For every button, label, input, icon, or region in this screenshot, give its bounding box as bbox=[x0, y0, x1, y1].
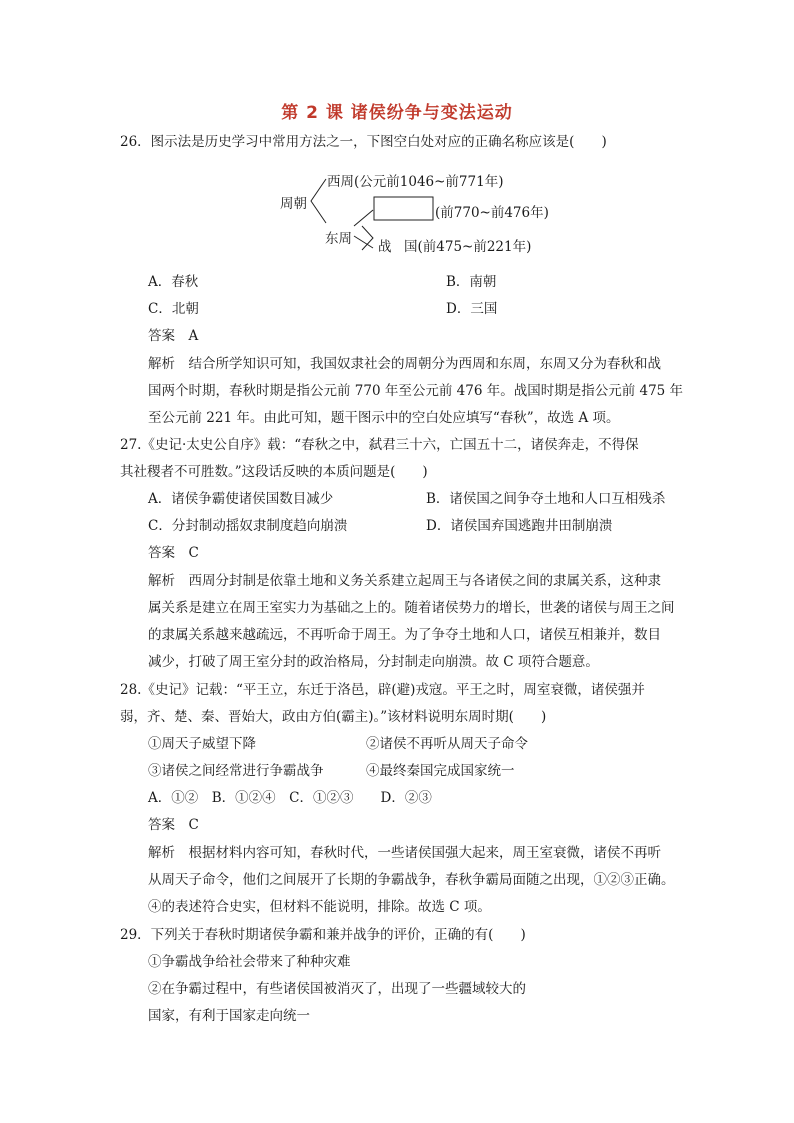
q28-item-3: ③诸侯之间经常进行争霸战争 bbox=[148, 763, 324, 779]
q29-stem: 29．下列关于春秋时期诸侯争霸和兼并战争的评价，正确的有( ) bbox=[120, 927, 526, 943]
q28-item-2: ②诸侯不再听从周天子命令 bbox=[366, 736, 528, 752]
q26-analysis: 解析 结合所学知识可知，我国奴隶社会的周朝分为西周和东周，东周又分为春秋和战 bbox=[148, 356, 661, 372]
q27-option-b: B．诸侯国之间争夺土地和人口互相残杀 bbox=[426, 491, 666, 507]
q26-analysis: 国两个时期，春秋时期是指公元前 770 年至公元前 476 年。战国时期是指公元前 475 年 bbox=[148, 383, 684, 399]
blank-box bbox=[374, 197, 433, 220]
q28-item-4: ④最终秦国完成国家统一 bbox=[366, 763, 515, 779]
q28-answer: 答案 C bbox=[148, 817, 199, 833]
q26-analysis: 至公元前 221 年。由此可知，题干图示中的空白处应填写“春秋”，故选 A 项。 bbox=[148, 410, 620, 426]
q26-stem: 26．图示法是历史学习中常用方法之一，下图空白处对应的正确名称应该是( ) bbox=[120, 134, 607, 150]
period-diagram bbox=[280, 168, 560, 258]
q29-item-2: 国家，有利于国家走向统一 bbox=[148, 1008, 310, 1024]
diagram-root: 周朝 bbox=[280, 196, 307, 212]
q27-analysis: 减少，打破了周王室分封的政治格局，分封制走向崩溃。故 C 项符合题意。 bbox=[148, 654, 599, 670]
q27-answer: 答案 C bbox=[148, 545, 199, 561]
q26-answer: 答案 A bbox=[148, 328, 199, 344]
diagram-warring-period: 国(前475~前221年) bbox=[404, 239, 532, 255]
q29-item-2: ②在争霸过程中，有些诸侯国被消灭了，出现了一些疆域较大的 bbox=[148, 981, 526, 997]
q28-stem: 弱，齐、楚、秦、晋始大，政由方伯(霸主)。”该材料说明东周时期( ) bbox=[120, 709, 547, 725]
q28-analysis: 从周天子命令，他们之间展开了长期的争霸战争，春秋争霸局面随之出现，①②③正确。 bbox=[148, 872, 675, 888]
diagram-west-zhou: 西周(公元前1046~前771年) bbox=[327, 174, 504, 190]
q27-option-c: C．分封制动摇奴隶制度趋向崩溃 bbox=[148, 518, 348, 534]
diagram-warring-char: 战 bbox=[378, 239, 392, 255]
q28-analysis: 解析 根据材料内容可知，春秋时代，一些诸侯国强大起来，周王室衰微，诸侯不再听 bbox=[148, 845, 661, 861]
q29-item-1: ①争霸战争给社会带来了种种灾难 bbox=[148, 954, 351, 970]
q27-analysis: 的隶属关系越来越疏远，不再听命于周王。为了争夺土地和人口，诸侯互相兼并，数目 bbox=[148, 627, 661, 643]
lesson-title: 第 2 课 诸侯纷争与变法运动 bbox=[281, 103, 513, 123]
q27-stem: 27.《史记·太史公自序》载：“春秋之中，弑君三十六，亡国五十二，诸侯奔走，不得保 bbox=[120, 437, 639, 453]
q26-option-a: A．春秋 bbox=[148, 274, 199, 290]
diagram-spring-period: (前770~前476年) bbox=[435, 205, 549, 221]
q28-stem: 28.《史记》记载：“平王立，东迁于洛邑，辟(避)戎寇。平王之时，周室衰微，诸侯强并 bbox=[120, 682, 645, 698]
q27-option-a: A．诸侯争霸使诸侯国数目减少 bbox=[148, 491, 334, 507]
q28-options: A．①② B．①②④ C．①②③ D．②③ bbox=[148, 790, 432, 806]
q28-analysis: ④的表述符合史实，但材料不能说明，排除。故选 C 项。 bbox=[148, 899, 491, 915]
q27-stem: 其社稷者不可胜数。”这段话反映的本质问题是( ) bbox=[120, 464, 428, 480]
q27-analysis: 解析 西周分封制是依靠土地和义务关系建立起周王与各诸侯之间的隶属关系，这种隶 bbox=[148, 573, 661, 589]
q28-item-1: ①周天子威望下降 bbox=[148, 736, 256, 752]
q27-analysis: 属关系是建立在周王室实力为基础之上的。随着诸侯势力的增长，世袭的诸侯与周王之间 bbox=[148, 600, 675, 616]
q26-option-c: C．北朝 bbox=[148, 301, 199, 317]
q26-option-b: B．南朝 bbox=[446, 274, 497, 290]
q27-option-d: D．诸侯国弃国逃跑井田制崩溃 bbox=[426, 518, 613, 534]
diagram-east-zhou: 东周 bbox=[325, 231, 352, 247]
q26-option-d: D．三国 bbox=[446, 301, 498, 317]
